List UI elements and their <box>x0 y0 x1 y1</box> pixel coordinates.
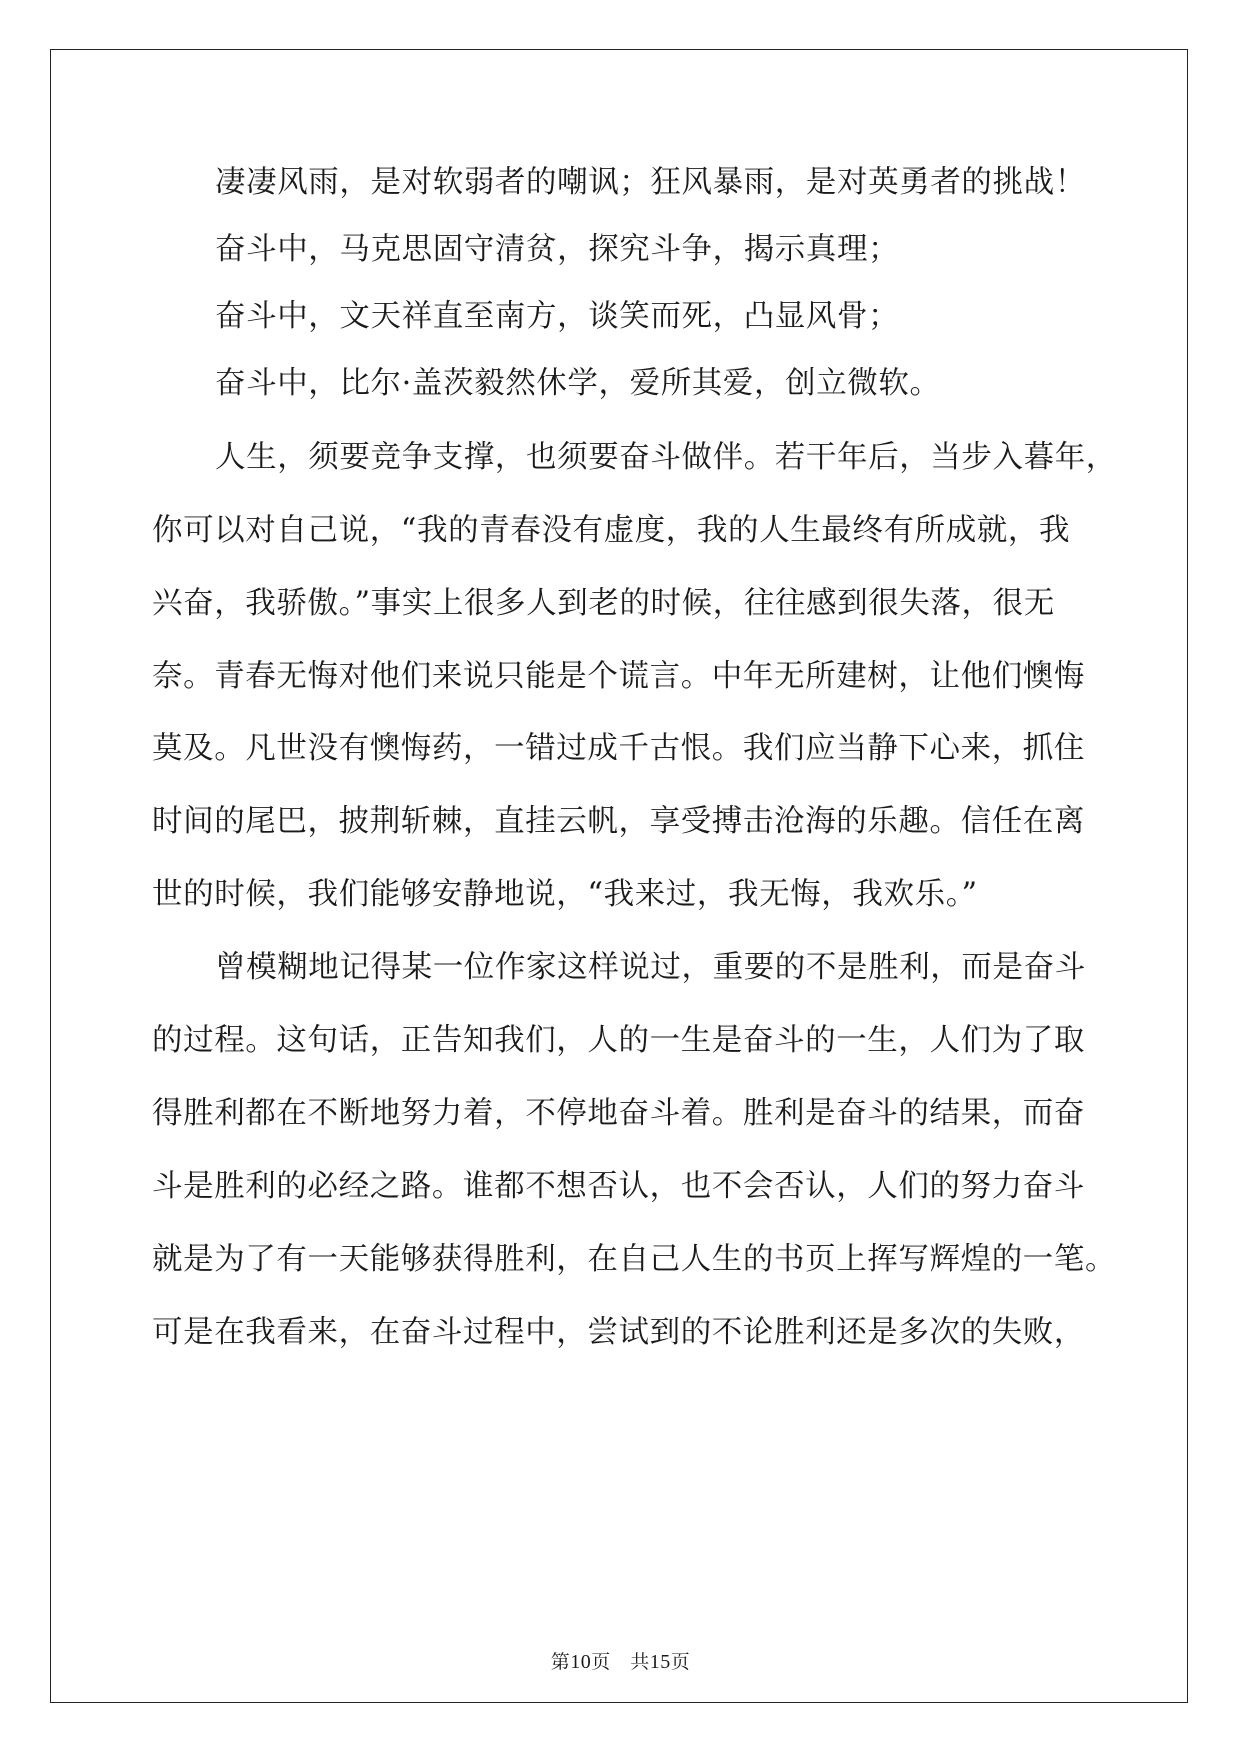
page-number-footer <box>0 1650 1241 1674</box>
text-line: 奋斗中，马克思固守清贫，探究斗争，揭示真理； <box>215 232 900 267</box>
text-line: 人生，须要竞争支撑，也须要奋斗做伴。若干年后，当步入暮年， <box>215 440 1117 475</box>
text-line: 奈。青春无悔对他们来说只能是个谎言。中年无所建树，让他们懊悔 <box>152 659 1085 694</box>
text-line: 世的时候，我们能够安静地说，“我来过，我无悔，我欢乐。” <box>152 877 978 912</box>
text-line: 就是为了有一天能够获得胜利，在自己人生的书页上挥写辉煌的一笔。 <box>152 1242 1117 1277</box>
footer-mid: 页 共 <box>591 1651 650 1673</box>
text-line: 你可以对自己说，“我的青春没有虚度，我的人生最终有所成就，我 <box>152 513 1071 548</box>
text-line: 兴奋，我骄傲。”事实上很多人到老的时候，往往感到很失落，很无 <box>152 586 1055 621</box>
footer-prefix: 第 <box>550 1651 571 1673</box>
text-line: 时间的尾巴，披荆斩棘，直挂云帆，享受搏击沧海的乐趣。信任在离 <box>152 804 1085 839</box>
text-line: 斗是胜利的必经之路。谁都不想否认，也不会否认，人们的努力奋斗 <box>152 1169 1085 1204</box>
text-line: 曾模糊地记得某一位作家这样说过，重要的不是胜利，而是奋斗 <box>215 950 1086 985</box>
text-line: 得胜利都在不断地努力着，不停地奋斗着。胜利是奋斗的结果，而奋 <box>152 1096 1085 1131</box>
footer-suffix: 页 <box>670 1651 691 1673</box>
text-line: 奋斗中，文天祥直至南方，谈笑而死，凸显风骨； <box>215 299 900 334</box>
text-line: 莫及。凡世没有懊悔药，一错过成千古恨。我们应当静下心来，抓住 <box>152 731 1085 766</box>
text-line: 可是在我看来，在奋斗过程中，尝试到的不论胜利还是多次的失败， <box>152 1315 1085 1350</box>
current-page-number: 10 <box>570 1651 592 1673</box>
text-line: 奋斗中，比尔·盖茨毅然休学，爱所其爱，创立微软。 <box>215 366 941 401</box>
total-pages-number: 15 <box>649 1651 671 1673</box>
text-line: 凄凄风雨，是对软弱者的嘲讽；狂风暴雨，是对英勇者的挑战！ <box>215 165 1086 200</box>
text-line: 的过程。这句话，正告知我们，人的一生是奋斗的一生，人们为了取 <box>152 1023 1085 1058</box>
